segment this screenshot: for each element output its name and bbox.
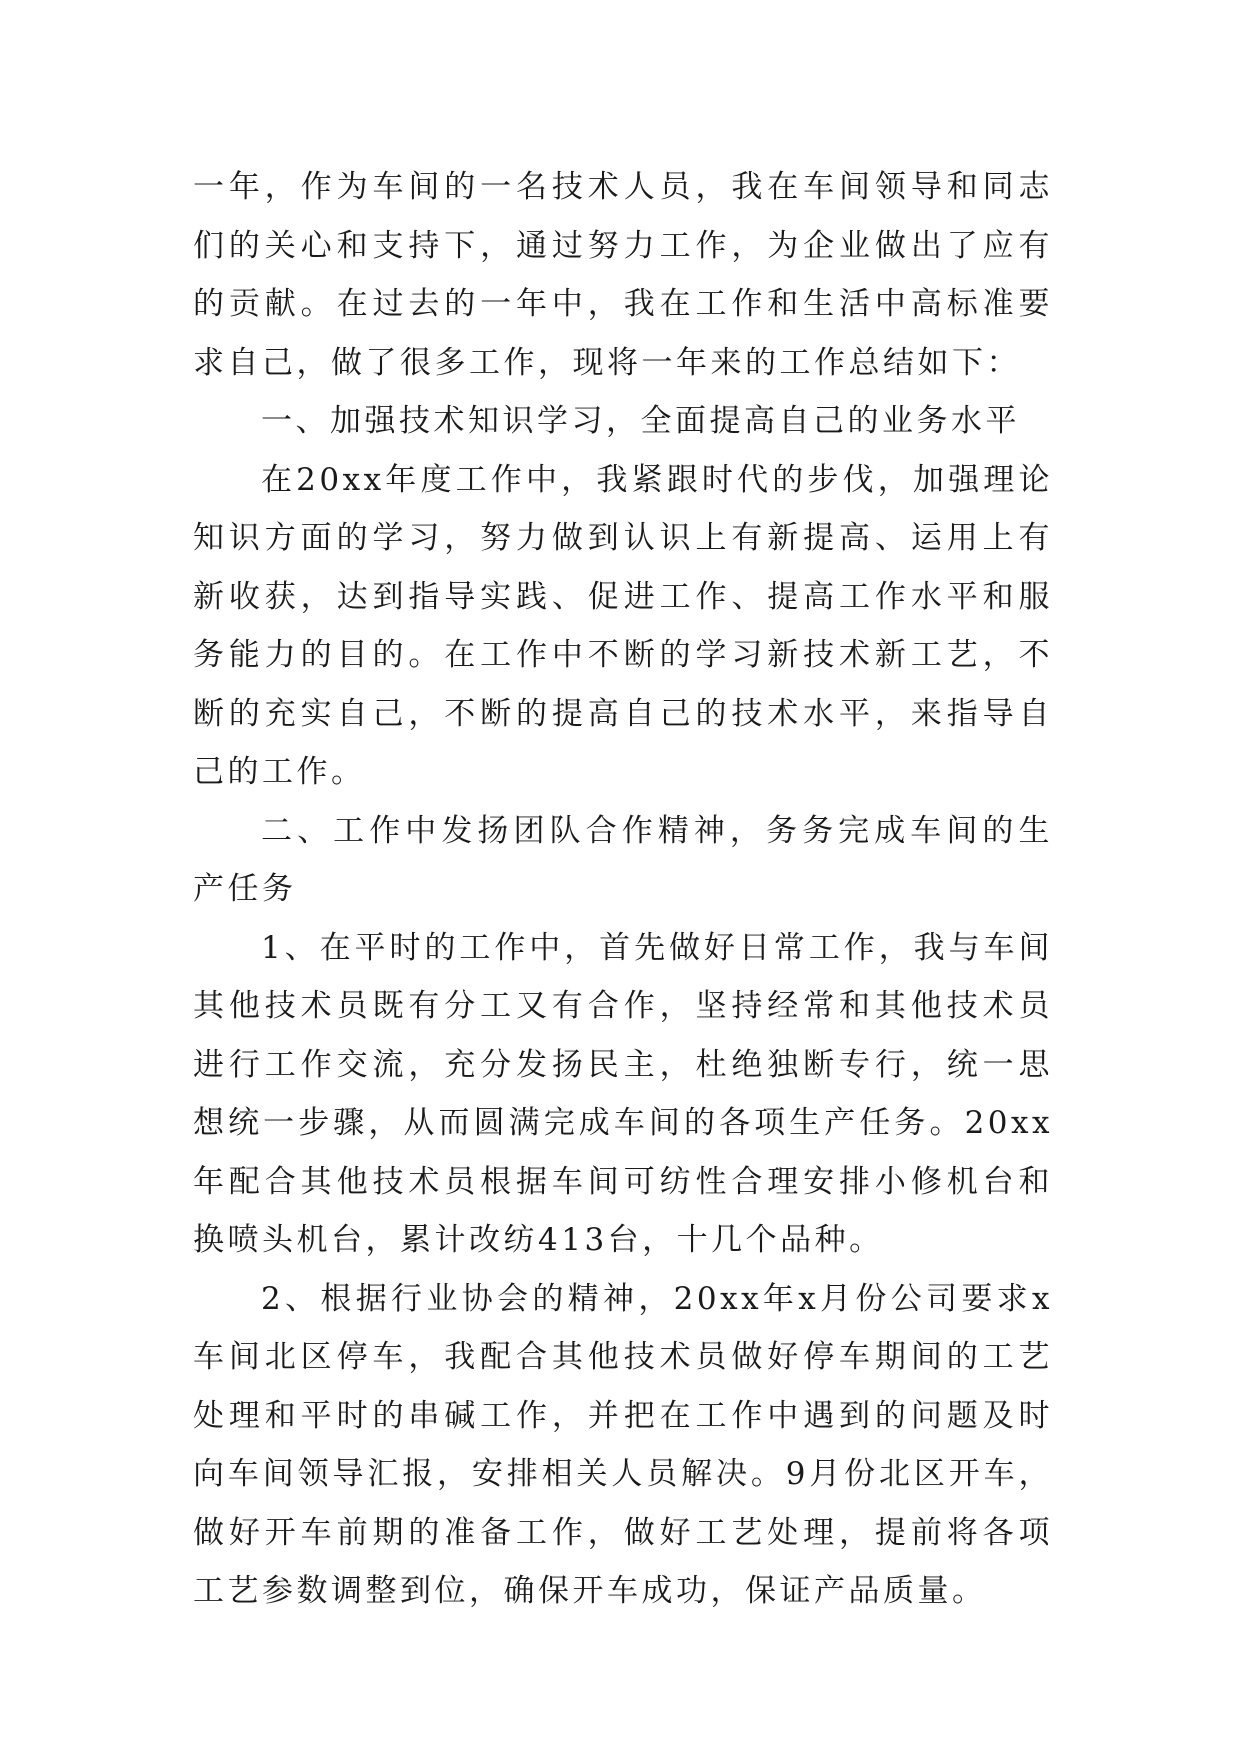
section-1-paragraph: 在20xx年度工作中，我紧跟时代的步伐，加强理论知识方面的学习，努力做到认识上有新提高、运用上有新收获，达到指导实践、促进工作、提高工作水平和服务能力的目的。在工作中不断的学习新技术新工艺，不断的充实自己，不断的提高自己的技术水平，来指导自己的工作。 [193, 461, 1053, 790]
section-2-item-2-paragraph: 2、根据行业协会的精神，20xx年x月份公司要求x车间北区停车，我配合其他技术员做好停车期间的工艺处理和平时的串碱工作，并把在工作中遇到的问题及时向车间领导汇报，安排相关人员解决。9月份北区开车，做好开车前期的准备工作，做好工艺处理，提前将各项工艺参数调整到位，确保开车成功，保证产品质量。 [193, 1280, 1053, 1609]
section-heading-1: 一、加强技术知识学习，全面提高自己的业务水平 [261, 403, 1020, 439]
section-heading-2: 二、工作中发扬团队合作精神，务务完成车间的生产任务 [193, 812, 1053, 907]
document-body [193, 158, 1053, 1621]
section-2-item-1-paragraph: 1、在平时的工作中，首先做好日常工作，我与车间其他技术员既有分工又有合作，坚持经常和其他技术员进行工作交流，充分发扬民主，杜绝独断专行，统一思想统一步骤，从而圆满完成车间的各项生产任务。20xx年配合其他技术员根据车间可纺性合理安排小修机台和换喷头机台，累计改纺413台，十几个品种。 [193, 929, 1053, 1258]
intro-paragraph: 一年，作为车间的一名技术人员，我在车间领导和同志们的关心和支持下，通过努力工作，为企业做出了应有的贡献。在过去的一年中，我在工作和生活中高标准要求自己，做了很多工作，现将一年来的工作总结如下： [193, 169, 1053, 381]
